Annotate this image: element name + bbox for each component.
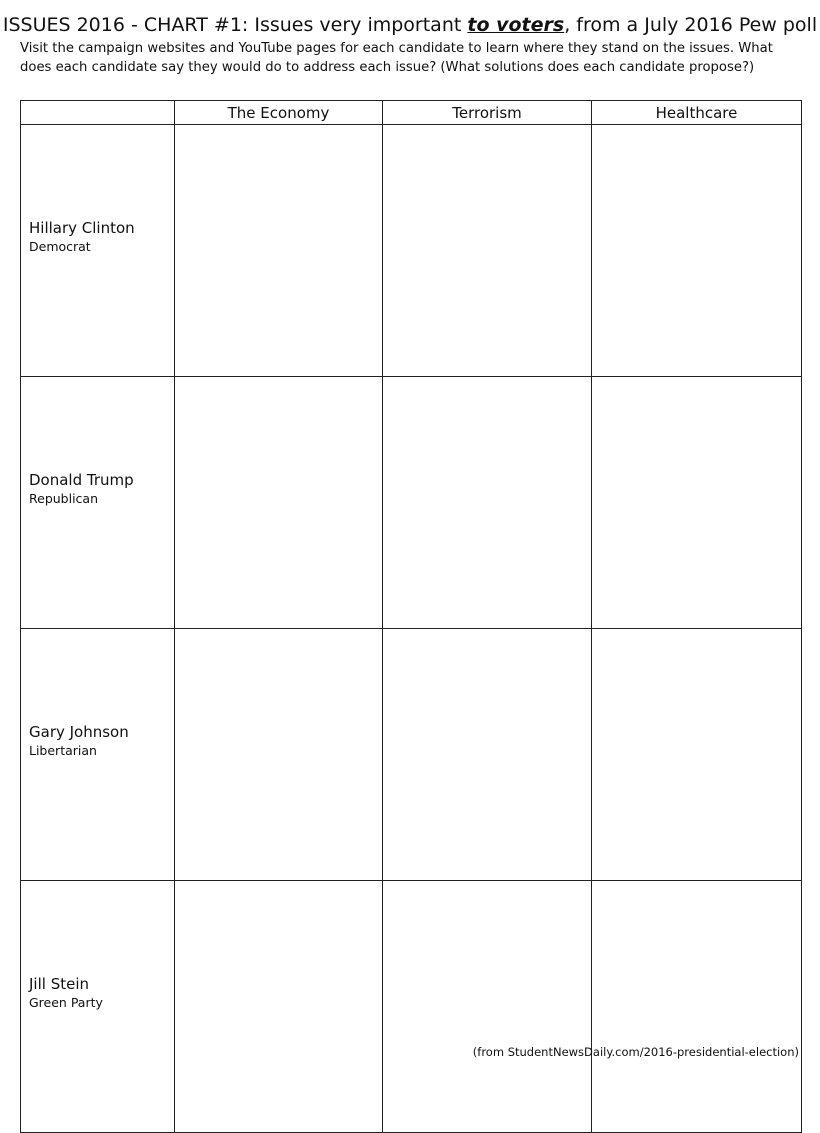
header-row (21, 101, 802, 125)
candidate-party: Green Party (29, 995, 103, 1010)
column-header-healthcare: Healthcare (592, 101, 802, 125)
table-row (21, 125, 802, 377)
table-row (21, 629, 802, 881)
answer-cell-economy[interactable] (175, 881, 383, 1133)
candidate-cell (21, 377, 175, 629)
instructions (20, 39, 810, 77)
answer-cell-terrorism[interactable] (383, 629, 592, 881)
answer-cell-economy[interactable] (175, 377, 383, 629)
candidate-name: Donald Trump (29, 471, 134, 489)
answer-cell-economy[interactable] (175, 125, 383, 377)
answer-cell-economy[interactable] (175, 629, 383, 881)
candidate-cell (21, 125, 175, 377)
title-emphasis: to voters (467, 14, 565, 36)
title-suffix: , from a July 2016 Pew poll (564, 14, 818, 36)
instructions-line-1: Visit the campaign websites and YouTube pages for each candidate to learn where they stand on the issues. What (20, 41, 773, 56)
table-row (21, 377, 802, 629)
issues-table (20, 100, 802, 1133)
worksheet-title (0, 13, 820, 37)
instructions-line-2: does each candidate say they would do to address each issue? (What solutions does each candidate propose?) (20, 60, 755, 75)
answer-cell-healthcare[interactable] (592, 629, 802, 881)
source-credit: (from StudentNewsDaily.com/2016-presidential-election) (472, 1045, 799, 1059)
corner-cell (21, 101, 175, 125)
candidate-cell (21, 629, 175, 881)
table-row (21, 881, 802, 1133)
answer-cell-healthcare[interactable] (592, 377, 802, 629)
candidate-name: Hillary Clinton (29, 219, 135, 237)
candidate-party: Republican (29, 491, 99, 506)
candidate-cell (21, 881, 175, 1133)
column-header-economy: The Economy (175, 101, 383, 125)
answer-cell-terrorism[interactable] (383, 881, 592, 1133)
answer-cell-terrorism[interactable] (383, 125, 592, 377)
column-header-terrorism: Terrorism (383, 101, 592, 125)
answer-cell-terrorism[interactable] (383, 377, 592, 629)
candidate-name: Gary Johnson (29, 723, 129, 741)
answer-cell-healthcare[interactable] (592, 881, 802, 1133)
candidate-name: Jill Stein (29, 975, 89, 993)
candidate-party: Libertarian (29, 743, 97, 758)
title-prefix: ISSUES 2016 - CHART #1: Issues very important (2, 14, 468, 36)
answer-cell-healthcare[interactable] (592, 125, 802, 377)
candidate-party: Democrat (29, 239, 91, 254)
